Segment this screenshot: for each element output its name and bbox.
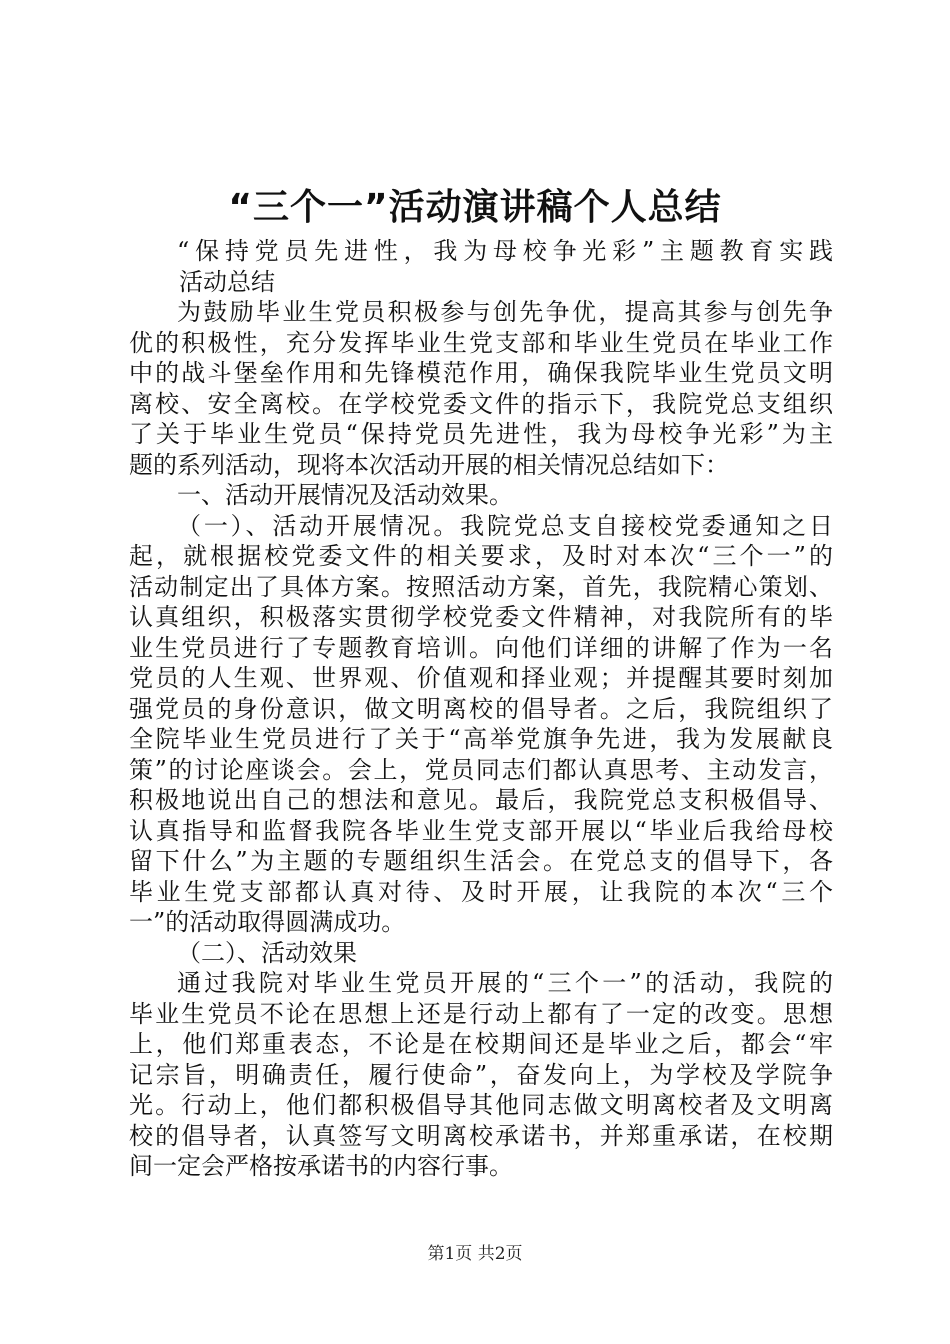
paragraph-line: 党员的人生观、世界观、价值观和择业观；并提醒其要时刻加 bbox=[129, 664, 833, 692]
paragraph-line: 起，就根据校党委文件的相关要求，及时对本次“三个一”的 bbox=[129, 542, 833, 570]
page-number-footer: 第1页 共2页 bbox=[427, 1244, 523, 1264]
paragraph-line: 业生党员进行了专题教育培训。向他们详细的讲解了作为一名 bbox=[129, 633, 833, 662]
paragraph-line: 全院毕业生党员进行了关于“高举党旗争先进，我为发展献良 bbox=[129, 725, 833, 753]
paragraph-line: 间一定会严格按承诺书的内容行事。 bbox=[129, 1152, 513, 1180]
paragraph-line: 优的积极性，充分发挥毕业生党支部和毕业生党员在毕业工作 bbox=[129, 328, 833, 357]
paragraph-line: 通过我院对毕业生党员开展的“三个一”的活动，我院的 bbox=[177, 969, 833, 997]
paragraph-line: 认真指导和监督我院各毕业生党支部开展以“毕业后我给母校 bbox=[129, 816, 833, 845]
subtitle-line: “保持党员先进性，我为母校争光彩”主题教育实践 bbox=[177, 237, 833, 265]
paragraph-line: 离校、安全离校。在学校党委文件的指示下，我院党总支组织 bbox=[129, 389, 833, 418]
document-body bbox=[129, 236, 833, 1182]
paragraph-line: 毕业生党支部都认真对待、及时开展，让我院的本次“三个 bbox=[129, 877, 833, 906]
paragraph-line: （一）、活动开展情况。我院党总支自接校党委通知之日 bbox=[177, 511, 833, 540]
paragraph-line: 中的战斗堡垒作用和先锋模范作用，确保我院毕业生党员文明 bbox=[129, 359, 833, 387]
paragraph-line: 毕业生党员不论在思想上还是行动上都有了一定的改变。思想 bbox=[129, 999, 833, 1028]
paragraph-line: 了关于毕业生党员“保持党员先进性，我为母校争光彩”为主 bbox=[129, 420, 833, 448]
section-heading: （二）、活动效果 bbox=[177, 938, 357, 967]
paragraph-line: 上，他们郑重表态，不论是在校期间还是毕业之后，都会“牢 bbox=[129, 1030, 833, 1058]
paragraph-line: 题的系列活动，现将本次活动开展的相关情况总结如下： bbox=[129, 450, 729, 479]
paragraph-line: 强党员的身份意识，做文明离校的倡导者。之后，我院组织了 bbox=[129, 694, 833, 723]
paragraph-line: 积极地说出自己的想法和意见。最后，我院党总支积极倡导、 bbox=[129, 786, 833, 814]
paragraph-line: 活动制定出了具体方案。按照活动方案，首先，我院精心策划、 bbox=[129, 572, 833, 601]
paragraph-line: 认真组织，积极落实贯彻学校党委文件精神，对我院所有的毕 bbox=[129, 603, 833, 631]
section-heading: 一、活动开展情况及活动效果。 bbox=[177, 481, 513, 509]
paragraph-line: 为鼓励毕业生党员积极参与创先争优，提高其参与创先争 bbox=[177, 298, 833, 326]
paragraph-line: 留下什么”为主题的专题组织生活会。在党总支的倡导下，各 bbox=[129, 847, 833, 875]
subtitle-line: 活动总结 bbox=[179, 267, 275, 296]
paragraph-line: 光。行动上，他们都积极倡导其他同志做文明离校者及文明离 bbox=[129, 1091, 833, 1119]
paragraph-line: 一”的活动取得圆满成功。 bbox=[129, 908, 406, 936]
document-title: “三个一”活动演讲稿个人总结 bbox=[228, 187, 722, 228]
paragraph-line: 记宗旨，明确责任，履行使命”，奋发向上，为学校及学院争 bbox=[129, 1060, 833, 1089]
paragraph-line: 校的倡导者，认真签写文明离校承诺书，并郑重承诺，在校期 bbox=[129, 1121, 833, 1150]
paragraph-line: 策”的讨论座谈会。会上，党员同志们都认真思考、主动发言， bbox=[129, 755, 833, 784]
